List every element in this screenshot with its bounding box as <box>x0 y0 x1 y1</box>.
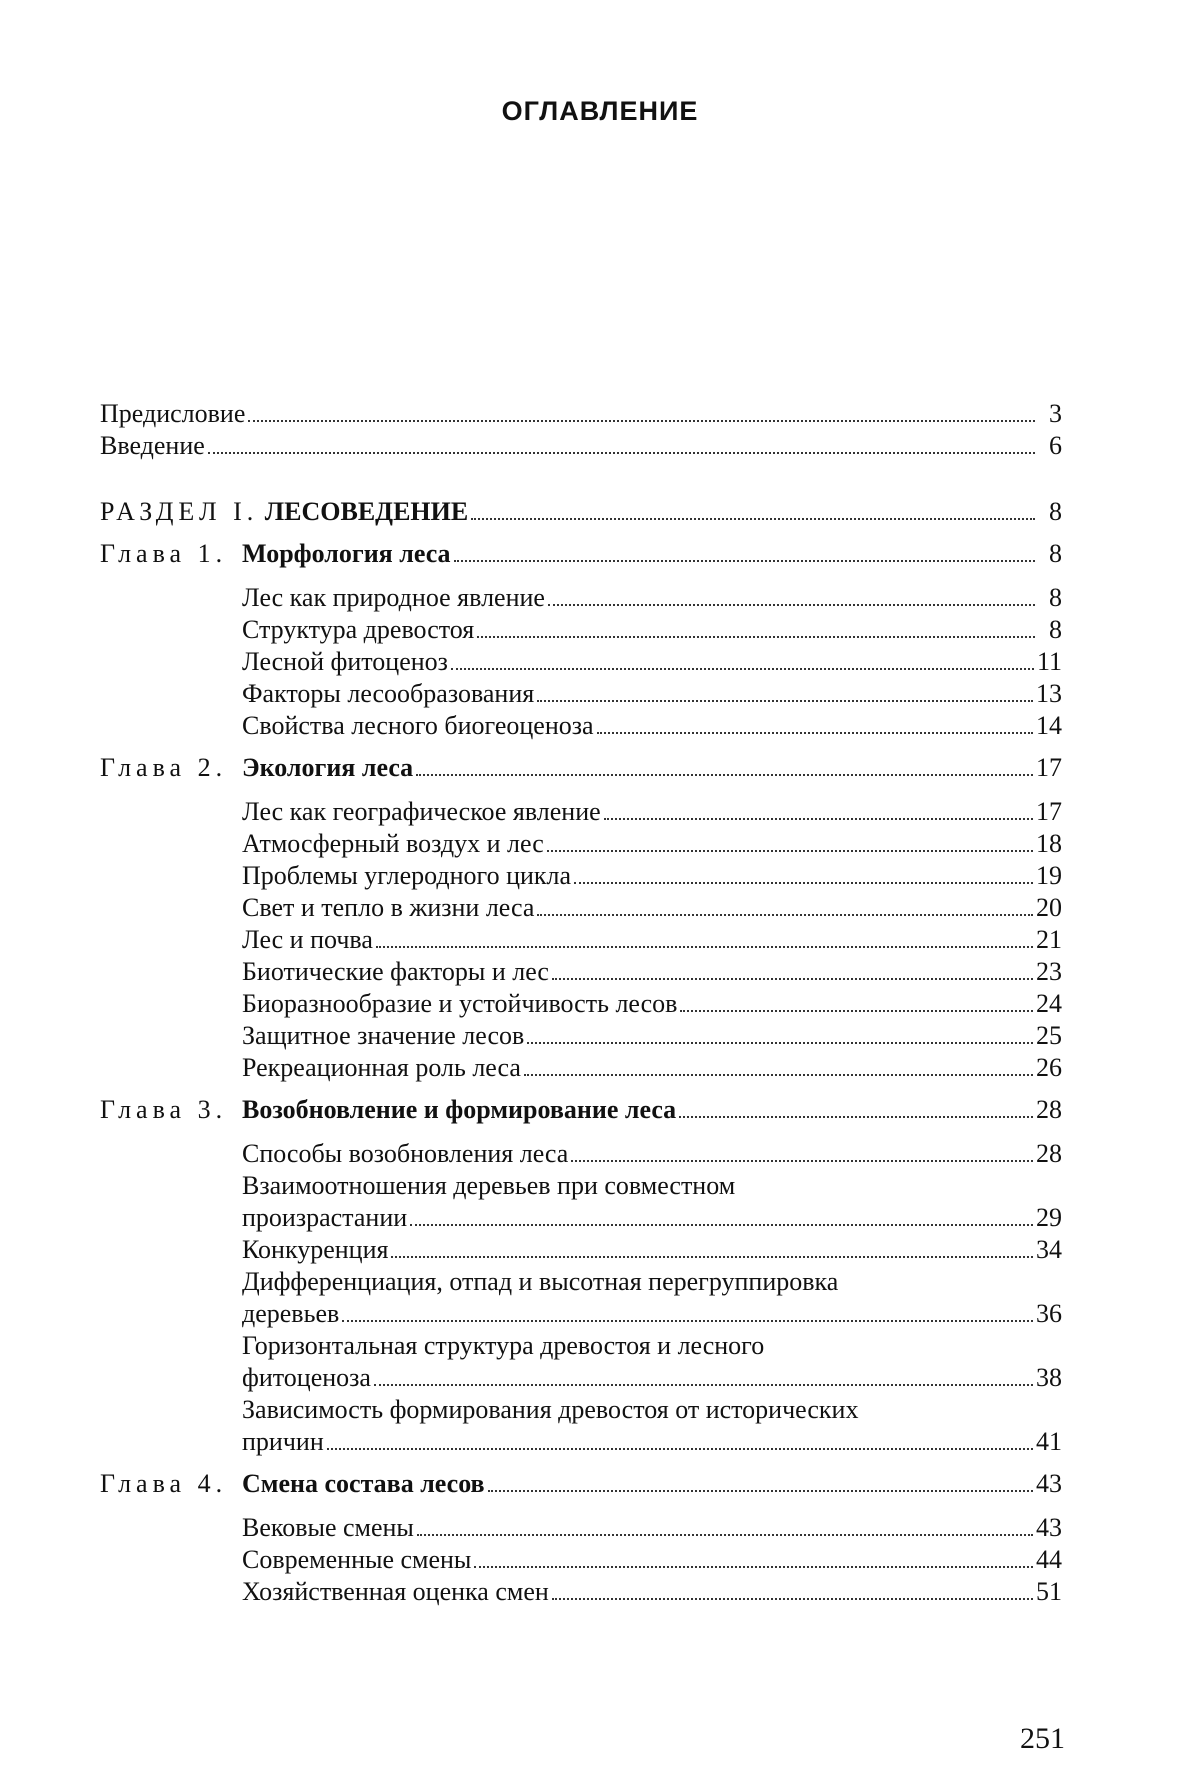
section-name: ЛЕСОВЕДЕНИЕ <box>264 497 469 526</box>
toc-entry-label: Конкуренция <box>242 1235 389 1264</box>
chapter-name: Смена состава лесов <box>242 1469 485 1498</box>
toc-subsection-entry[interactable] <box>242 1544 1062 1576</box>
toc-entry-label: Рекреационная роль леса <box>242 1053 521 1082</box>
toc-entry-label-line: Взаимоотношения деревьев при совместном <box>242 1171 736 1200</box>
toc-subsection-entry[interactable] <box>242 828 1062 860</box>
toc-subsection-entry[interactable] <box>242 1330 1062 1394</box>
subsection-list <box>100 1512 1062 1608</box>
table-of-contents <box>100 398 1062 1608</box>
toc-entry-page: 43 <box>1036 1513 1062 1542</box>
toc-entry-page: 21 <box>1036 925 1062 954</box>
toc-entry-label-line: деревьев <box>242 1299 340 1328</box>
toc-entry-page: 14 <box>1036 711 1062 740</box>
toc-entry-page: 28 <box>1036 1095 1062 1124</box>
toc-entry-label: Свет и тепло в жизни леса <box>242 893 535 922</box>
toc-subsection-entry[interactable] <box>242 1020 1062 1052</box>
toc-entry-label: Биотические факторы и лес <box>242 957 549 986</box>
chapter-prefix: Глава 4. <box>100 1469 228 1498</box>
dot-leader <box>548 596 1035 606</box>
chapter-prefix: Глава 3. <box>100 1095 228 1124</box>
page-number: 251 <box>1020 1722 1065 1755</box>
toc-entry-label: Структура древостоя <box>242 615 475 644</box>
toc-entry-page: 41 <box>1036 1427 1062 1456</box>
toc-chapter-heading[interactable] <box>100 752 1062 784</box>
dot-leader <box>208 444 1035 454</box>
toc-subsection-entry[interactable] <box>242 582 1062 614</box>
toc-entry-page: 13 <box>1036 679 1062 708</box>
toc-entry-label: Лес как природное явление <box>242 583 545 612</box>
toc-entry-label: Атмосферный воздух и лес <box>242 829 544 858</box>
subsection-list <box>100 582 1062 742</box>
toc-chapter-heading[interactable] <box>100 538 1062 570</box>
toc-subsection-entry[interactable] <box>242 1138 1062 1170</box>
dot-leader <box>527 1034 1033 1044</box>
dot-leader <box>474 1558 1033 1568</box>
toc-entry-page: 26 <box>1036 1053 1062 1082</box>
toc-entry-page: 29 <box>1036 1203 1062 1232</box>
toc-chapter-heading[interactable] <box>100 1094 1062 1126</box>
dot-leader <box>454 552 1035 562</box>
toc-entry-label-line: фитоценоза <box>242 1363 371 1392</box>
toc-entry-page: 17 <box>1036 797 1062 826</box>
toc-entry-page: 19 <box>1036 861 1062 890</box>
toc-entry-label: Хозяйственная оценка смен <box>242 1577 549 1606</box>
chapter-prefix: Глава 1. <box>100 539 228 568</box>
toc-entry-label: Предисловие <box>100 399 246 428</box>
toc-entry-page: 8 <box>1049 539 1062 568</box>
toc-subsection-entry[interactable] <box>242 956 1062 988</box>
dot-leader <box>552 970 1033 980</box>
toc-entry-label: Современные смены <box>242 1545 472 1574</box>
toc-subsection-entry[interactable] <box>242 646 1062 678</box>
toc-entry-page: 25 <box>1036 1021 1062 1050</box>
toc-entry-page: 20 <box>1036 893 1062 922</box>
toc-entry-label-line: Горизонтальная структура древостоя и лесного <box>242 1331 765 1360</box>
toc-subsection-entry[interactable] <box>242 614 1062 646</box>
toc-entry-label: Биоразнообразие и устойчивость лесов <box>242 989 678 1018</box>
dot-leader <box>417 1526 1033 1536</box>
toc-entry-page: 36 <box>1036 1299 1062 1328</box>
page-title: ОГЛАВЛЕНИЕ <box>501 96 699 126</box>
dot-leader <box>537 906 1033 916</box>
dot-leader <box>416 766 1033 776</box>
toc-entry-label: Факторы лесообразования <box>242 679 535 708</box>
chapter-name: Морфология леса <box>242 539 451 568</box>
toc-entry-label-line: Дифференциация, отпад и высотная перегруппировка <box>242 1267 839 1296</box>
subsection-list <box>100 796 1062 1084</box>
dot-leader <box>547 842 1033 852</box>
toc-subsection-entry[interactable] <box>242 924 1062 956</box>
dot-leader <box>248 412 1035 422</box>
toc-subsection-entry[interactable] <box>242 1266 1062 1330</box>
toc-subsection-entry[interactable] <box>242 796 1062 828</box>
chapter-block <box>100 752 1062 1084</box>
toc-entry-label: Свойства лесного биогеоценоза <box>242 711 594 740</box>
toc-subsection-entry[interactable] <box>242 1394 1062 1458</box>
toc-entry-label: Вековые смены <box>242 1513 414 1542</box>
toc-entry-page: 23 <box>1036 957 1062 986</box>
toc-subsection-entry[interactable] <box>242 1052 1062 1084</box>
dot-leader <box>376 938 1033 948</box>
toc-subsection-entry[interactable] <box>242 678 1062 710</box>
chapter-name: Возобновление и формирование леса <box>242 1095 677 1124</box>
toc-entry-label: Введение <box>100 431 205 460</box>
toc-subsection-entry[interactable] <box>242 710 1062 742</box>
toc-subsection-entry[interactable] <box>242 860 1062 892</box>
toc-entry-page: 28 <box>1036 1139 1062 1168</box>
dot-leader <box>391 1248 1033 1258</box>
dot-leader <box>327 1440 1033 1450</box>
toc-entry-page: 8 <box>1049 583 1062 612</box>
dot-leader <box>410 1216 1033 1226</box>
toc-entry-page: 6 <box>1049 431 1062 460</box>
toc-entry-label-line: причин <box>242 1427 324 1456</box>
toc-entry-introduction[interactable] <box>100 430 1062 462</box>
toc-subsection-entry[interactable] <box>242 1576 1062 1608</box>
toc-entry-page: 24 <box>1036 989 1062 1018</box>
dot-leader <box>451 660 1034 670</box>
chapter-block <box>100 538 1062 742</box>
toc-entry-page: 18 <box>1036 829 1062 858</box>
toc-entry-page: 51 <box>1036 1577 1062 1606</box>
chapter-prefix: Глава 2. <box>100 753 228 782</box>
dot-leader <box>342 1312 1033 1322</box>
toc-entry-label-line: произрастании <box>242 1203 408 1232</box>
toc-entry-page: 34 <box>1036 1235 1062 1264</box>
toc-entry-label: Проблемы углеродного цикла <box>242 861 572 890</box>
toc-entry-label: Лесной фитоценоз <box>242 647 448 676</box>
dot-leader <box>574 874 1033 884</box>
dot-leader <box>471 510 1035 520</box>
dot-leader <box>374 1376 1033 1386</box>
chapter-block <box>100 1468 1062 1608</box>
toc-entry-label-line: Зависимость формирования древостоя от исторических <box>242 1395 859 1424</box>
toc-entry-label: Защитное значение лесов <box>242 1021 525 1050</box>
toc-subsection-entry[interactable] <box>242 1512 1062 1544</box>
toc-chapter-heading[interactable] <box>100 1468 1062 1500</box>
toc-entry-page: 17 <box>1036 753 1062 782</box>
toc-entry-page: 3 <box>1049 399 1062 428</box>
dot-leader <box>524 1066 1033 1076</box>
toc-entry-label: Лес как географическое явление <box>242 797 601 826</box>
toc-entry-label: Способы возобновления леса <box>242 1139 569 1168</box>
toc-subsection-entry[interactable] <box>242 1170 1062 1234</box>
toc-entry-page: 8 <box>1049 615 1062 644</box>
section-prefix: РАЗДЕЛ I. <box>100 497 259 526</box>
toc-subsection-entry[interactable] <box>242 988 1062 1020</box>
dot-leader <box>679 1108 1033 1118</box>
dot-leader <box>552 1590 1033 1600</box>
chapter-name: Экология леса <box>242 753 414 782</box>
toc-entry-page: 44 <box>1036 1545 1062 1574</box>
chapter-list <box>100 538 1062 1608</box>
toc-entry-page: 43 <box>1036 1469 1062 1498</box>
toc-entry-label: Лес и почва <box>242 925 373 954</box>
subsection-list <box>100 1138 1062 1458</box>
toc-section-heading[interactable] <box>100 496 1062 528</box>
toc-subsection-entry[interactable] <box>242 1234 1062 1266</box>
toc-entry-page: 38 <box>1036 1363 1062 1392</box>
dot-leader <box>604 810 1033 820</box>
dot-leader <box>597 724 1033 734</box>
dot-leader <box>488 1482 1033 1492</box>
toc-entry-page: 11 <box>1036 647 1062 676</box>
toc-entry-page: 8 <box>1049 497 1062 526</box>
toc-subsection-entry[interactable] <box>242 892 1062 924</box>
dot-leader <box>537 692 1033 702</box>
dot-leader <box>680 1002 1033 1012</box>
toc-entry-preface[interactable] <box>100 398 1062 430</box>
dot-leader <box>477 628 1035 638</box>
chapter-block <box>100 1094 1062 1458</box>
dot-leader <box>571 1152 1033 1162</box>
